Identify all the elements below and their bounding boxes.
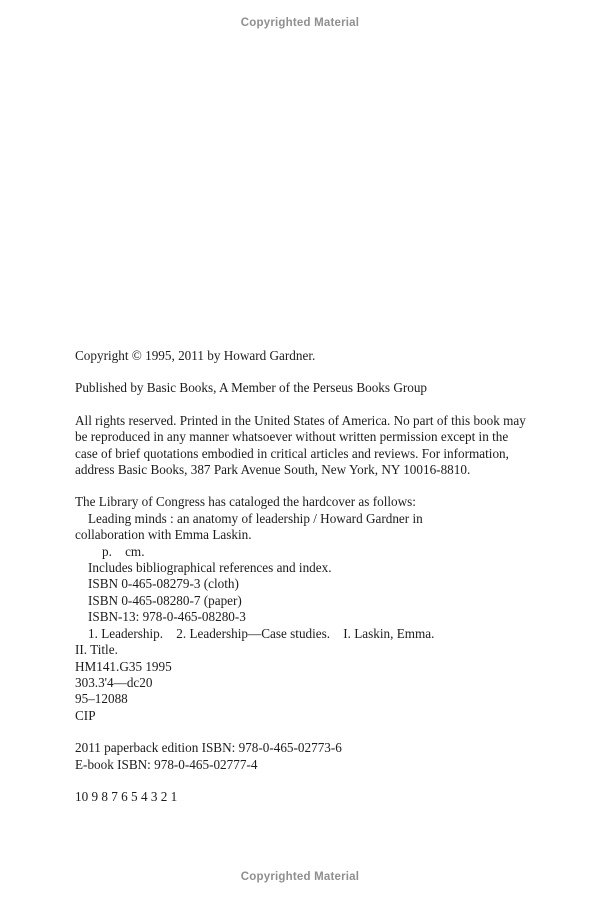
copyright-line: Copyright © 1995, 2011 by Howard Gardner. xyxy=(75,348,316,363)
catalog-line: p. cm. xyxy=(102,543,145,559)
ebook-isbn-line: E-book ISBN: 978-0-465-02777-4 xyxy=(75,756,258,772)
paperback-isbn-line: 2011 paperback edition ISBN: 978-0-465-02773-6 xyxy=(75,740,342,756)
catalog-line: 95–12088 xyxy=(75,691,128,707)
publisher-line: Published by Basic Books, A Member of the Perseus Books Group xyxy=(75,380,428,396)
catalog-line: ISBN-13: 978-0-465-08280-3 xyxy=(88,609,246,625)
catalog-line: 303.3'4—dc20 xyxy=(75,674,153,690)
catalog-line: The Library of Congress has cataloged the hardcover as follows: xyxy=(75,494,416,510)
catalog-line: Includes bibliographical references and index. xyxy=(88,560,332,576)
catalog-line: ISBN 0-465-08279-3 (cloth) xyxy=(88,576,239,592)
catalog-line: collaboration with Emma Laskin. xyxy=(75,527,252,543)
printer-key-line: 10 9 8 7 6 5 4 3 2 1 xyxy=(75,788,178,804)
catalog-line: CIP xyxy=(75,707,96,723)
copyrighted-material-footer: Copyrighted Material xyxy=(240,871,360,883)
edition-isbn-block xyxy=(75,740,527,773)
catalog-line: ISBN 0-465-08280-7 (paper) xyxy=(88,592,242,608)
catalog-line: HM141.G35 1995 xyxy=(75,658,172,674)
cip-catalog-block xyxy=(75,494,527,724)
copyrighted-material-header: Copyrighted Material xyxy=(240,17,360,29)
copyright-page-content xyxy=(75,348,527,805)
catalog-line: 1. Leadership. 2. Leadership—Case studies. I. Laskin, Emma. xyxy=(88,625,435,641)
rights-paragraph: All rights reserved. Printed in the United States of America. No part of this book may be reproduced in any manner whatsoever without written permission except in the case of brief quotations embodied in critical articles and reviews. For information, address Basic Books, 387 Park Avenue South, New York, NY 10016-8810. xyxy=(75,412,526,478)
catalog-line: II. Title. xyxy=(75,642,118,658)
catalog-line: Leading minds : an anatomy of leadership / Howard Gardner in xyxy=(88,510,423,526)
